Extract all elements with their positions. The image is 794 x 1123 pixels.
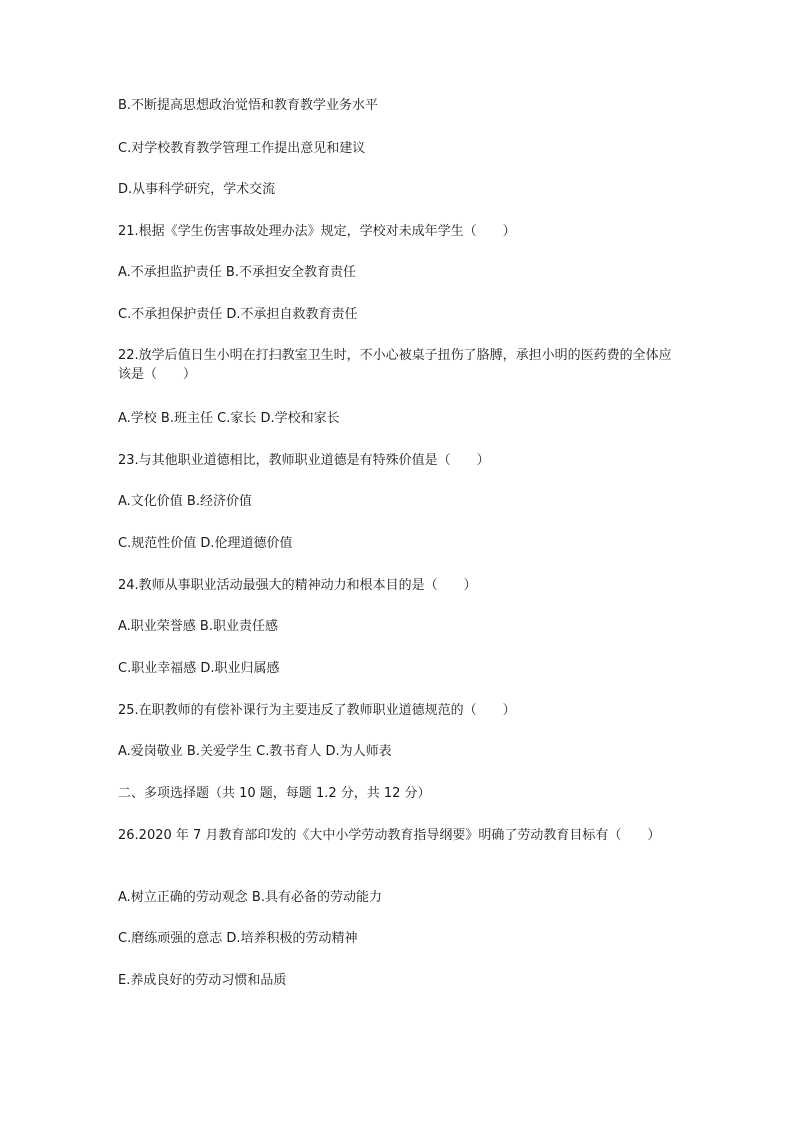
question-22: 22.放学后值日生小明在打扫教室卫生时，不小心被桌子扭伤了胳膊，承担小明的医药费的全体应该是（ ）	[118, 348, 672, 382]
option-20-d: D.从事科学研究，学术交流	[118, 182, 276, 197]
question-23: 23.与其他职业道德相比，教师职业道德是有特殊价值是（ ）	[118, 453, 490, 468]
options-24-cd: C.职业幸福感 D.职业归属感	[118, 661, 280, 676]
options-23-cd: C.规范性价值 D.伦理道德价值	[118, 536, 293, 551]
options-21-cd: C.不承担保护责任 D.不承担自救教育责任	[118, 307, 358, 322]
question-21: 21.根据《学生伤害事故处理办法》规定，学校对未成年学生（ ）	[118, 224, 516, 239]
options-24-ab: A.职业荣誉感 B.职业责任感	[118, 619, 278, 634]
option-26-e: E.养成良好的劳动习惯和品质	[118, 973, 287, 988]
option-20-b: B.不断提高思想政治觉悟和教育教学业务水平	[118, 98, 379, 113]
options-26-cd: C.磨练顽强的意志 D.培养积极的劳动精神	[118, 931, 358, 946]
options-23-ab: A.文化价值 B.经济价值	[118, 494, 252, 509]
options-26-ab: A.树立正确的劳动观念 B.具有必备的劳动能力	[118, 890, 382, 905]
question-26: 26.2020 年 7 月教育部印发的《大中小学劳动教育指导纲要》明确了劳动教育目标有（ ）	[118, 828, 661, 843]
section-heading-multiple-choice: 二、多项选择题（共 10 题，每题 1.2 分，共 12 分）	[118, 786, 431, 801]
question-24: 24.教师从事职业活动最强大的精神动力和根本目的是（ ）	[118, 578, 477, 593]
question-25: 25.在职教师的有偿补课行为主要违反了教师职业道德规范的（ ）	[118, 703, 516, 718]
options-22: A.学校 B.班主任 C.家长 D.学校和家长	[118, 411, 340, 426]
option-20-c: C.对学校教育教学管理工作提出意见和建议	[118, 141, 366, 156]
options-25: A.爱岗敬业 B.关爱学生 C.教书育人 D.为人师表	[118, 744, 392, 759]
options-21-ab: A.不承担监护责任 B.不承担安全教育责任	[118, 265, 356, 280]
